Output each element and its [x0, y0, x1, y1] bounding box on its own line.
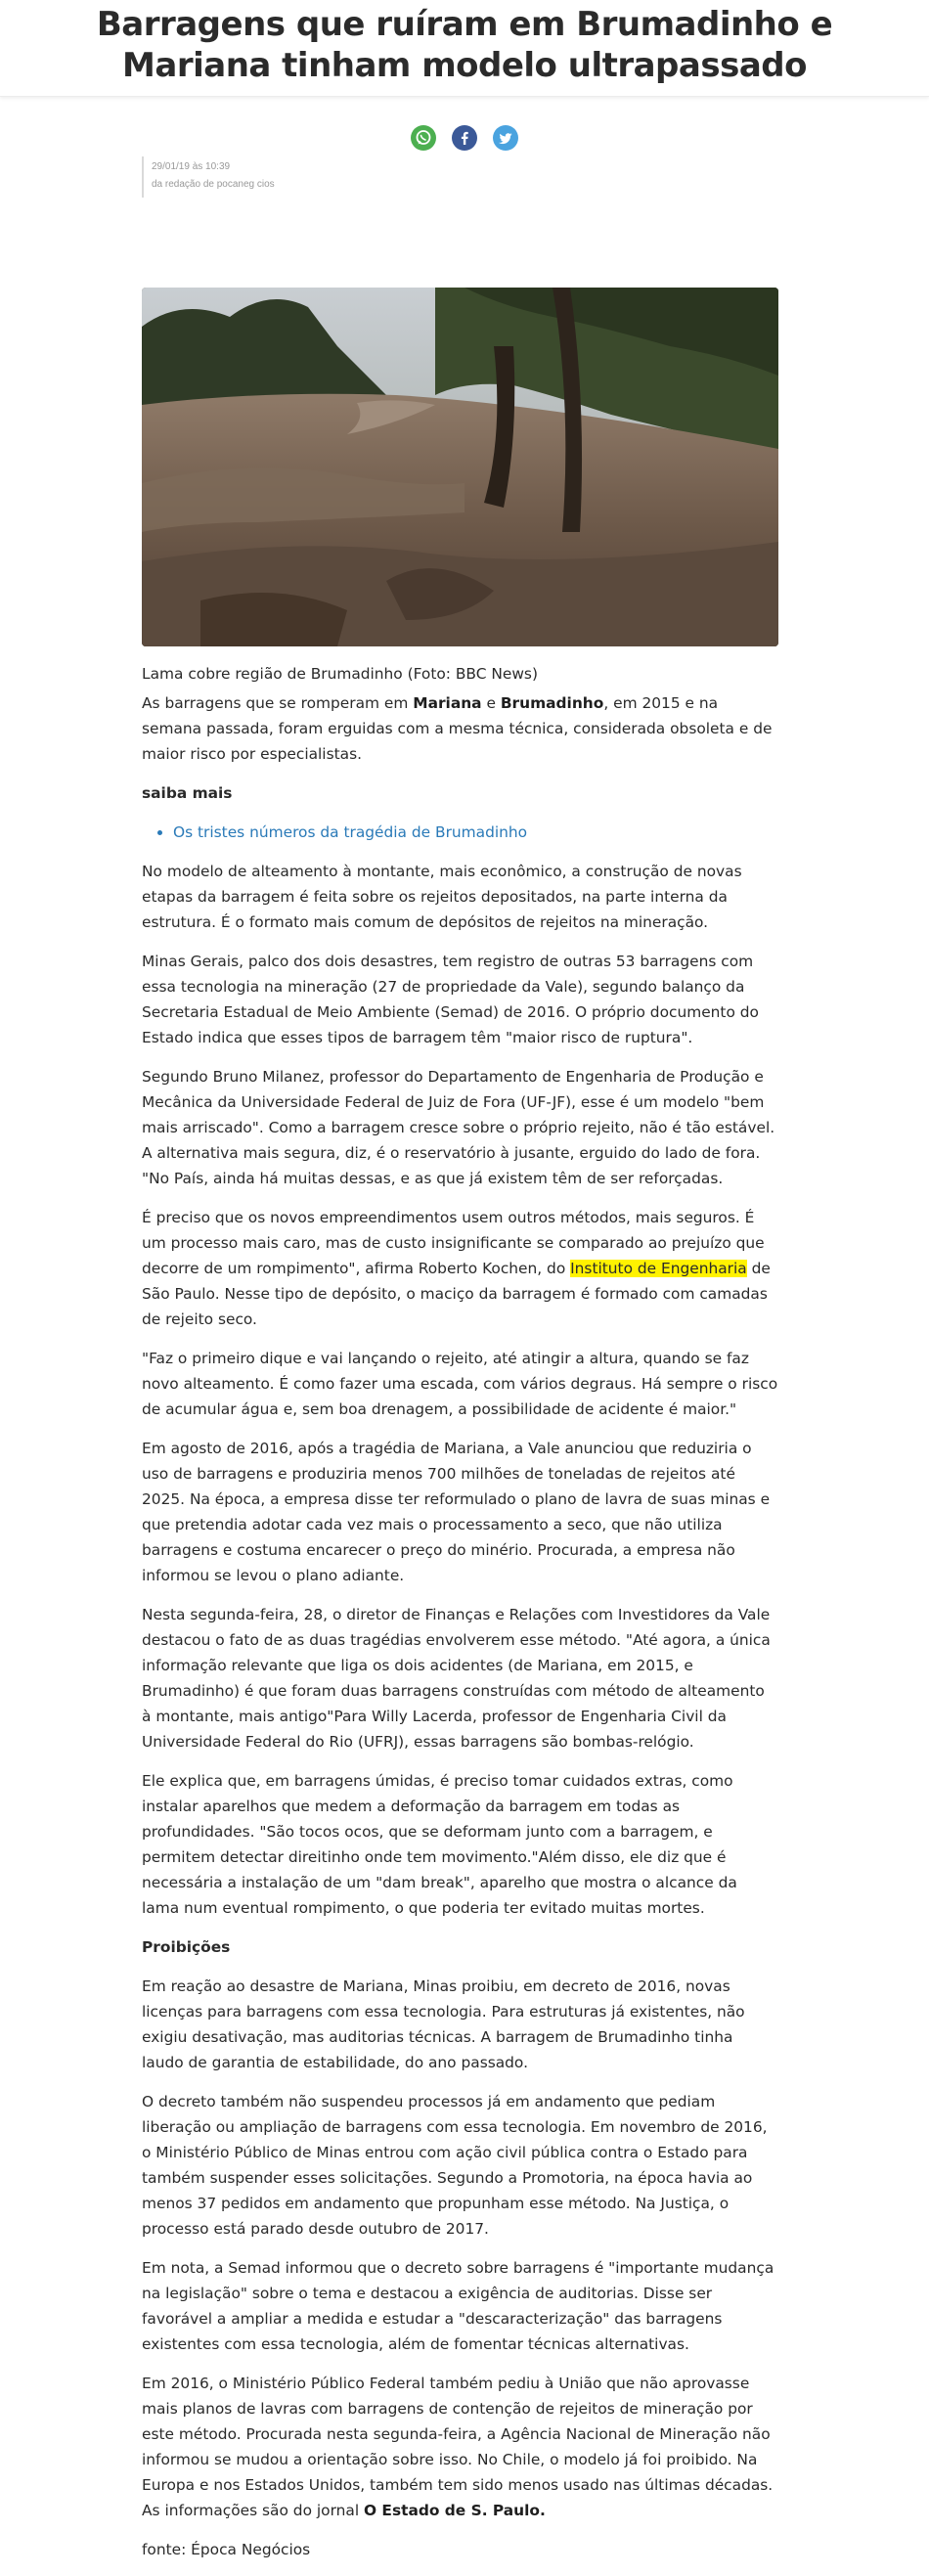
related-links-list [142, 820, 778, 845]
proibicoes-heading: Proibições [142, 1938, 231, 1956]
paragraph-12: Em nota, a Semad informou que o decreto sobre barragens é "importante mudança na legislação" sobre o tema e destacou a exigência de auditorias. Disse ser favorável a ampliar a medida e estudar a "descaracterização" das barragens existentes com essa tecnologia, além de fomentar técnicas alternativas. [142, 2259, 774, 2353]
article-body [142, 661, 778, 2576]
related-link-item [173, 820, 778, 845]
source-line: fonte: Época Negócios [142, 2541, 311, 2558]
paragraph-9: Ele explica que, em barragens úmidas, é preciso tomar cuidados extras, como instalar aparelhos que medem a deformação da barragem em todas as profundidades. "São tocos ocos, que se deformam junto com a barragem, e permitem detectar direitinho onde tem movimento."Além disso, ele diz que é necessária a instalação de um "dam break", aparelho que mostra o alcance da lama num eventual rompimento, o que poderia ter evitado muitas mortes. [142, 1772, 737, 1917]
paragraph-7: Em agosto de 2016, após a tragédia de Mariana, a Vale anunciou que reduziria o uso de barragens e produziria menos 700 milhões de toneladas de rejeitos até 2025. Na época, a empresa disse ter reformulado o plano de lavra de suas minas e que pretendia adotar cada vez mais o processamento a seco, que não utiliza barragens e costuma encarecer o preço do minério. Procurada, a empresa não informou se levou o plano adiante. [142, 1440, 771, 1584]
article-meta [142, 156, 275, 198]
paragraph-5: É preciso que os novos empreendimentos usem outros métodos, mais seguros. É um processo mais caro, mas de custo insignificante se comparado ao prejuízo que decorre de um rompimento", afirma Roberto Kochen, do Instituto de Engenharia de São Paulo. Nesse tipo de depósito, o maciço da barragem é formado com camadas de rejeito seco. [142, 1209, 771, 1328]
paragraph-1: As barragens que se romperam em Mariana e Brumadinho, em 2015 e na semana passada, foram erguidas com a mesma técnica, considerada obsoleta e de maior risco por especialistas. [142, 694, 773, 763]
facebook-icon [452, 125, 477, 151]
mud-flood-photo [142, 288, 778, 646]
facebook-share-button[interactable] [452, 125, 477, 151]
paragraph-8: Nesta segunda-feira, 28, o diretor de Finanças e Relações com Investidores da Vale destacou o fato de as duas tragédias envolverem esse método. "Até agora, a única informação relevante que liga os dois acidentes (de Mariana, em 2015, e Brumadinho) é que foram duas barragens construídas com método de alteamento à montante, mais antigo"Para Willy Lacerda, professor de Engenharia Civil da Universidade Federal do Rio (UFRJ), essas barragens são bombas-relógio. [142, 1606, 771, 1751]
article-photo [142, 288, 778, 646]
related-link-brumadinho[interactable]: Os tristes números da tragédia de Brumadinho [173, 823, 528, 841]
paragraph-10: Em reação ao desastre de Mariana, Minas proibiu, em decreto de 2016, novas licenças para barragens com essa tecnologia. Para estruturas já existentes, não exigiu desativação, mas auditorias técnicas. A barragem de Brumadinho tinha laudo de garantia de estabilidade, do ano passado. [142, 1977, 745, 2071]
share-bar [0, 125, 929, 151]
headline: Barragens que ruíram em Brumadinho e Mariana tinham modelo ultrapassado [96, 5, 833, 85]
highlighted-text: Instituto de Engenharia [570, 1260, 747, 1277]
paragraph-4: Segundo Bruno Milanez, professor do Departamento de Engenharia de Produção e Mecânica da Universidade Federal de Juiz de Fora (UF-JF), esse é um modelo "bem mais arriscado". Como a barragem cresce sobre o próprio rejeito, não é tão estável. A alternativa mais segura, diz, é o reservatório à jusante, erguido do lado de fora. "No País, ainda há muitas dessas, e as que já existem têm de ser reforçadas. [142, 1068, 775, 1187]
paragraph-3: Minas Gerais, palco dos dois desastres, tem registro de outras 53 barragens com essa tecnologia na mineração (27 de propriedade da Vale), segundo balanço da Secretaria Estadual de Meio Ambiente (Semad) de 2016. O próprio documento do Estado indica que esses tipos de barragem têm "maior risco de ruptura". [142, 953, 759, 1046]
twitter-icon [493, 125, 518, 151]
author-line: da redação de pocaneg cios [152, 179, 275, 190]
paragraph-13: Em 2016, o Ministério Público Federal também pediu à União que não aprovasse mais planos de lavras com barragens de contenção de rejeitos de mineração por este método. Procurada nesta segunda-feira, a Agência Nacional de Mineração não informou se mudou a orientação sobre isso. No Chile, o modelo já foi proibido. Na Europa e nos Estados Unidos, também tem sido menos usado nas últimas décadas. As informações são do jornal O Estado de S. Paulo. [142, 2375, 774, 2519]
saiba-mais-heading: saiba mais [142, 784, 233, 802]
whatsapp-icon [411, 125, 436, 151]
paragraph-11: O decreto também não suspendeu processos já em andamento que pediam liberação ou ampliação de barragens com essa tecnologia. Em novembro de 2016, o Ministério Público de Minas entrou com ação civil pública contra o Estado para também suspender esses solicitações. Segundo a Promotoria, na época havia ao menos 37 pedidos em andamento que propunham esse método. Na Justiça, o processo está parado desde outubro de 2017. [142, 2093, 768, 2238]
paragraph-6: "Faz o primeiro dique e vai lançando o rejeito, até atingir a altura, quando se faz novo alteamento. É como fazer uma escada, com vários degraus. Há sempre o risco de acumular água e, sem boa drenagem, a possibilidade de acidente é maior." [142, 1350, 778, 1418]
page-header [0, 0, 929, 97]
publish-date: 29/01/19 às 10:39 [152, 161, 231, 172]
twitter-share-button[interactable] [493, 125, 518, 151]
photo-caption: Lama cobre região de Brumadinho (Foto: BBC News) [142, 665, 538, 683]
paragraph-2: No modelo de alteamento à montante, mais econômico, a construção de novas etapas da barragem é feita sobre os rejeitos depositados, na parte interna da estrutura. É o formato mais comum de depósitos de rejeitos na mineração. [142, 863, 742, 931]
whatsapp-share-button[interactable] [411, 125, 436, 151]
